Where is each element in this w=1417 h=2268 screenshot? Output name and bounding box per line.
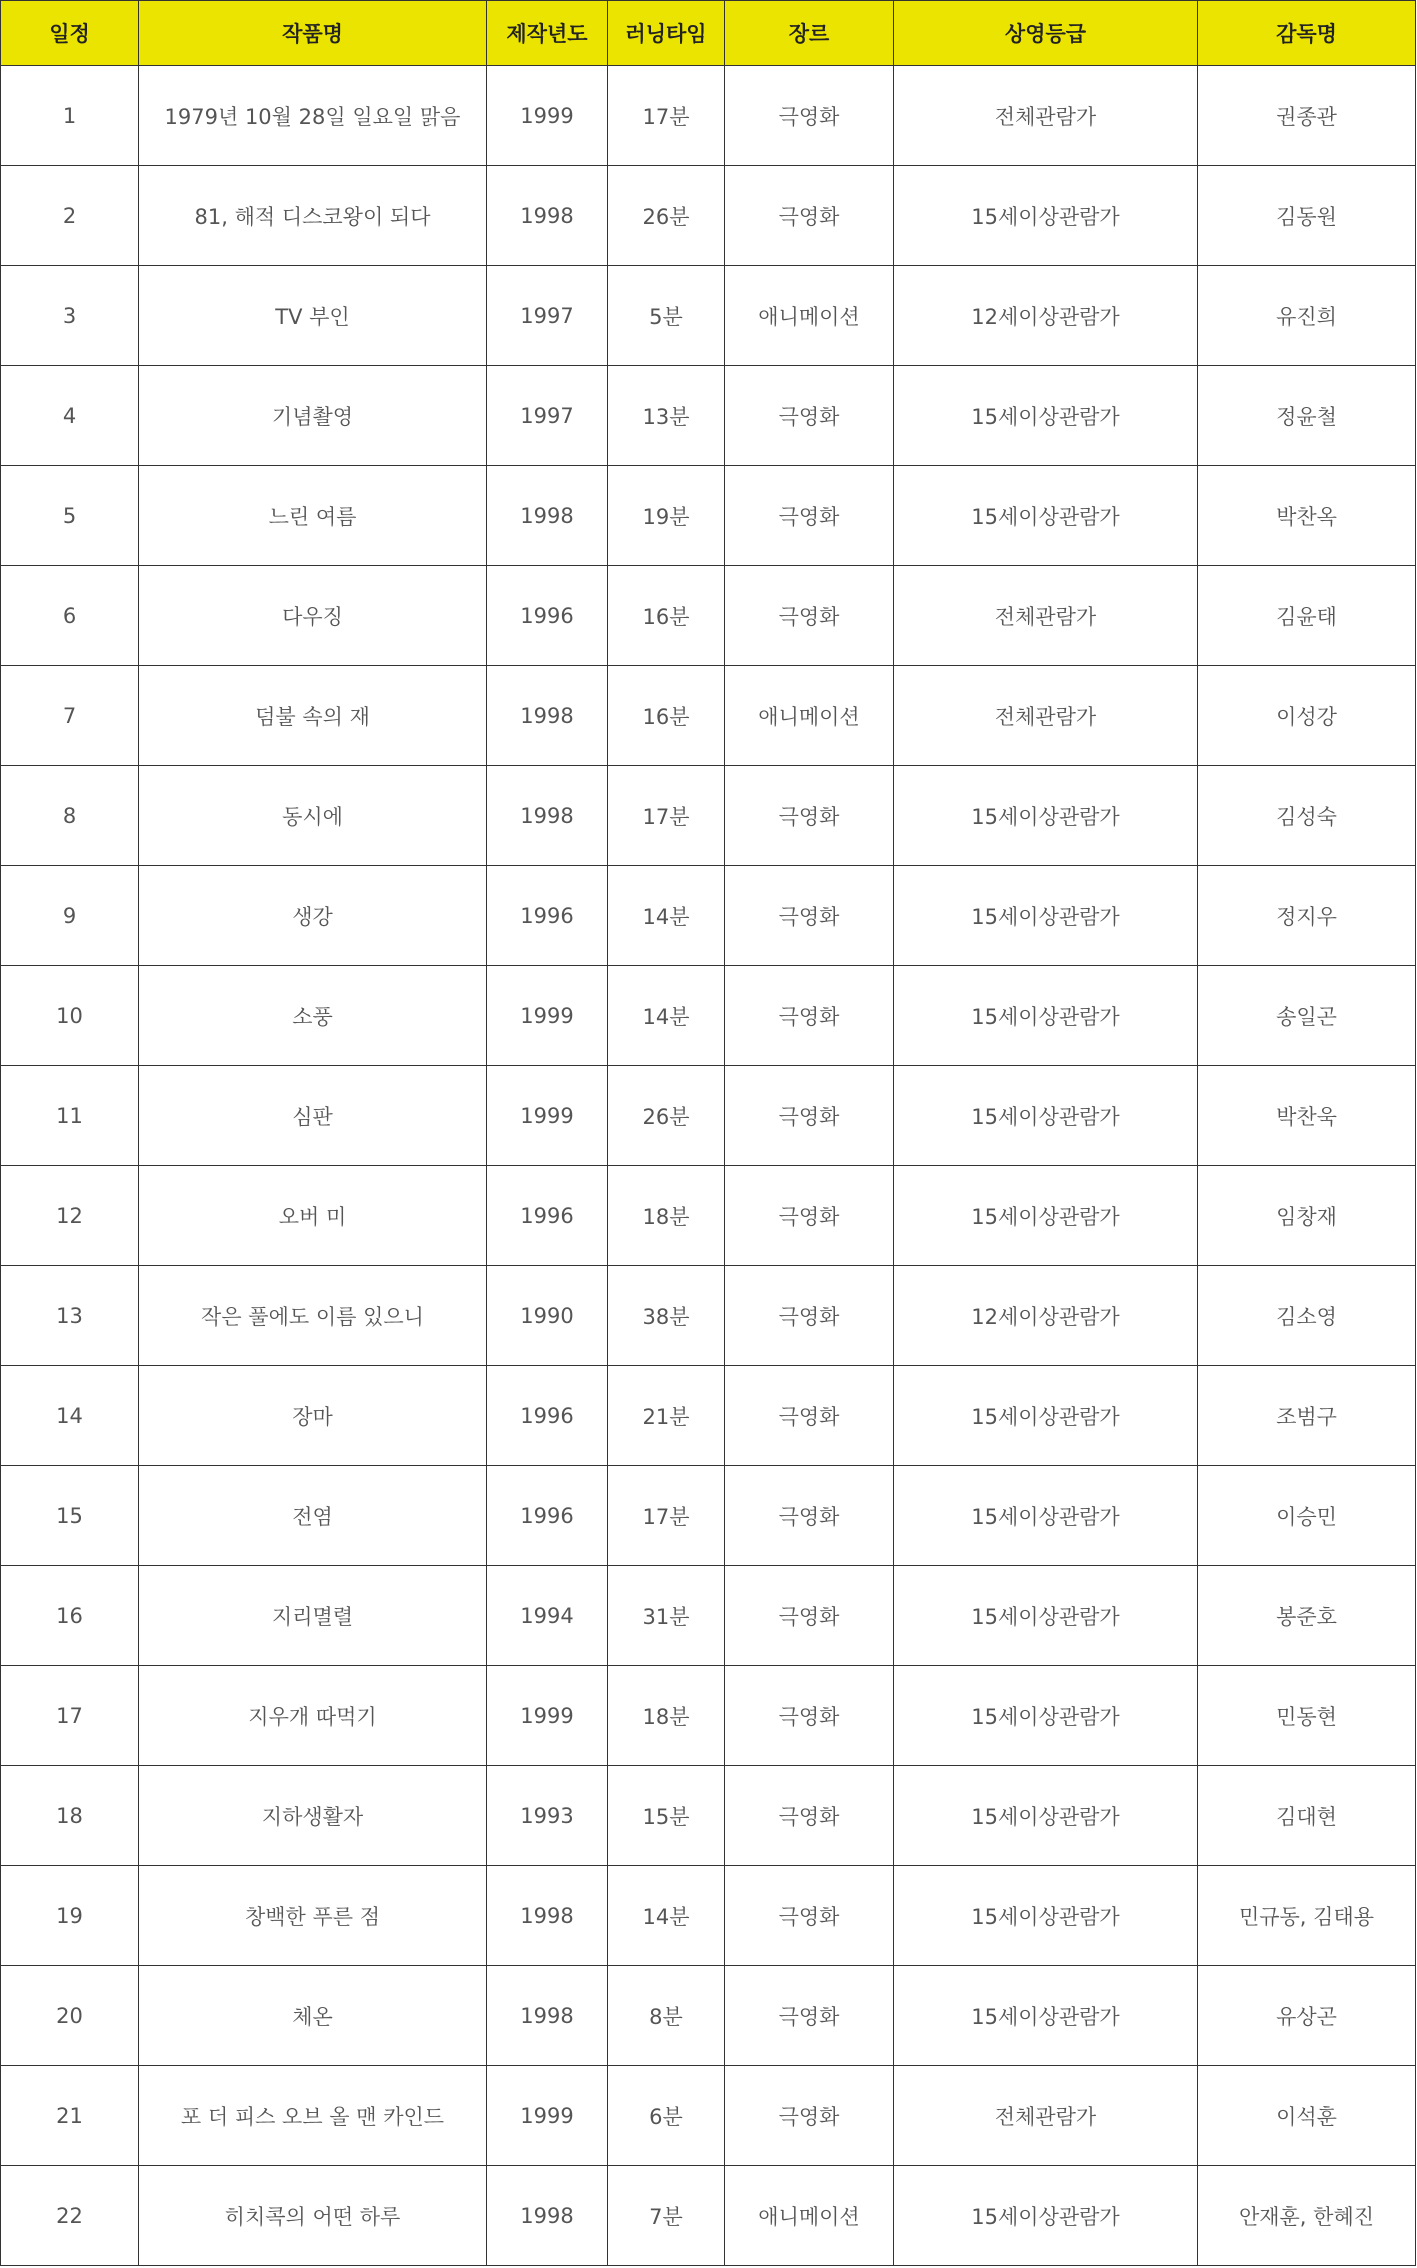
cell-title: 지하생활자: [139, 1766, 487, 1866]
cell-runtime: 38분: [608, 1266, 725, 1366]
table-row: [1, 866, 1416, 966]
table-row: [1, 2066, 1416, 2166]
table-row: [1, 366, 1416, 466]
cell-title: 기념촬영: [139, 366, 487, 466]
header-genre: 장르: [725, 1, 894, 66]
table-header: [1, 1, 1416, 66]
cell-schedule: 9: [1, 866, 139, 966]
cell-genre: 극영화: [725, 1666, 894, 1766]
cell-rating: 15세이상관람가: [894, 866, 1198, 966]
table-row: [1, 566, 1416, 666]
header-director: 감독명: [1198, 1, 1416, 66]
cell-schedule: 13: [1, 1266, 139, 1366]
cell-year: 1998: [487, 466, 608, 566]
cell-director: 김성숙: [1198, 766, 1416, 866]
cell-director: 김소영: [1198, 1266, 1416, 1366]
cell-director: 김대현: [1198, 1766, 1416, 1866]
cell-title: TV 부인: [139, 266, 487, 366]
cell-runtime: 16분: [608, 566, 725, 666]
cell-genre: 극영화: [725, 66, 894, 166]
cell-schedule: 15: [1, 1466, 139, 1566]
cell-year: 1999: [487, 1066, 608, 1166]
cell-rating: 전체관람가: [894, 2066, 1198, 2166]
cell-genre: 극영화: [725, 1766, 894, 1866]
cell-schedule: 20: [1, 1966, 139, 2066]
cell-schedule: 18: [1, 1766, 139, 1866]
cell-year: 1999: [487, 966, 608, 1066]
cell-genre: 극영화: [725, 1166, 894, 1266]
cell-runtime: 26분: [608, 1066, 725, 1166]
table-row: [1, 1166, 1416, 1266]
cell-year: 1997: [487, 266, 608, 366]
table-row: [1, 1766, 1416, 1866]
table-row: [1, 1666, 1416, 1766]
cell-schedule: 11: [1, 1066, 139, 1166]
cell-year: 1996: [487, 866, 608, 966]
table-row: [1, 66, 1416, 166]
cell-year: 1997: [487, 366, 608, 466]
table-row: [1, 1966, 1416, 2066]
cell-schedule: 1: [1, 66, 139, 166]
cell-genre: 극영화: [725, 866, 894, 966]
table-row: [1, 1466, 1416, 1566]
cell-schedule: 8: [1, 766, 139, 866]
cell-year: 1998: [487, 766, 608, 866]
cell-director: 이석훈: [1198, 2066, 1416, 2166]
cell-runtime: 14분: [608, 866, 725, 966]
cell-genre: 극영화: [725, 1466, 894, 1566]
table-row: [1, 266, 1416, 366]
table-row: [1, 1266, 1416, 1366]
cell-director: 권종관: [1198, 66, 1416, 166]
cell-genre: 극영화: [725, 566, 894, 666]
cell-rating: 15세이상관람가: [894, 1966, 1198, 2066]
cell-runtime: 17분: [608, 766, 725, 866]
cell-runtime: 19분: [608, 466, 725, 566]
cell-rating: 15세이상관람가: [894, 1866, 1198, 1966]
table-row: [1, 466, 1416, 566]
cell-schedule: 4: [1, 366, 139, 466]
cell-runtime: 5분: [608, 266, 725, 366]
cell-director: 민동현: [1198, 1666, 1416, 1766]
cell-rating: 15세이상관람가: [894, 366, 1198, 466]
cell-director: 김윤태: [1198, 566, 1416, 666]
cell-runtime: 18분: [608, 1166, 725, 1266]
cell-director: 안재훈, 한혜진: [1198, 2166, 1416, 2266]
cell-schedule: 21: [1, 2066, 139, 2166]
cell-title: 심판: [139, 1066, 487, 1166]
cell-rating: 15세이상관람가: [894, 1766, 1198, 1866]
cell-runtime: 17분: [608, 66, 725, 166]
cell-genre: 극영화: [725, 466, 894, 566]
cell-rating: 전체관람가: [894, 666, 1198, 766]
table-row: [1, 2166, 1416, 2266]
cell-director: 김동원: [1198, 166, 1416, 266]
cell-rating: 15세이상관람가: [894, 1366, 1198, 1466]
cell-genre: 극영화: [725, 1066, 894, 1166]
cell-title: 소풍: [139, 966, 487, 1066]
cell-schedule: 16: [1, 1566, 139, 1666]
cell-rating: 전체관람가: [894, 566, 1198, 666]
cell-title: 체온: [139, 1966, 487, 2066]
cell-title: 히치콕의 어떤 하루: [139, 2166, 487, 2266]
cell-genre: 극영화: [725, 1366, 894, 1466]
cell-title: 1979년 10월 28일 일요일 맑음: [139, 66, 487, 166]
cell-year: 1999: [487, 1666, 608, 1766]
table-body: [1, 66, 1416, 2266]
cell-year: 1996: [487, 1366, 608, 1466]
cell-schedule: 14: [1, 1366, 139, 1466]
cell-runtime: 18분: [608, 1666, 725, 1766]
cell-year: 1996: [487, 1466, 608, 1566]
header-schedule: 일정: [1, 1, 139, 66]
cell-rating: 12세이상관람가: [894, 1266, 1198, 1366]
cell-director: 송일곤: [1198, 966, 1416, 1066]
cell-director: 민규동, 김태용: [1198, 1866, 1416, 1966]
cell-rating: 15세이상관람가: [894, 1666, 1198, 1766]
cell-director: 정윤철: [1198, 366, 1416, 466]
cell-year: 1996: [487, 1166, 608, 1266]
cell-runtime: 14분: [608, 1866, 725, 1966]
cell-director: 박찬옥: [1198, 466, 1416, 566]
cell-schedule: 12: [1, 1166, 139, 1266]
header-row: [1, 1, 1416, 66]
cell-genre: 극영화: [725, 166, 894, 266]
cell-rating: 15세이상관람가: [894, 966, 1198, 1066]
cell-genre: 극영화: [725, 366, 894, 466]
cell-rating: 15세이상관람가: [894, 1066, 1198, 1166]
table-row: [1, 966, 1416, 1066]
table-row: [1, 166, 1416, 266]
cell-rating: 15세이상관람가: [894, 466, 1198, 566]
cell-schedule: 3: [1, 266, 139, 366]
cell-schedule: 10: [1, 966, 139, 1066]
cell-title: 지리멸렬: [139, 1566, 487, 1666]
cell-genre: 극영화: [725, 1966, 894, 2066]
cell-year: 1998: [487, 2166, 608, 2266]
table-row: [1, 666, 1416, 766]
cell-rating: 15세이상관람가: [894, 2166, 1198, 2266]
cell-schedule: 17: [1, 1666, 139, 1766]
cell-runtime: 31분: [608, 1566, 725, 1666]
cell-genre: 극영화: [725, 1266, 894, 1366]
table-row: [1, 1366, 1416, 1466]
cell-rating: 15세이상관람가: [894, 1566, 1198, 1666]
cell-title: 전염: [139, 1466, 487, 1566]
cell-schedule: 22: [1, 2166, 139, 2266]
cell-genre: 극영화: [725, 966, 894, 1066]
cell-title: 지우개 따먹기: [139, 1666, 487, 1766]
cell-genre: 극영화: [725, 1866, 894, 1966]
cell-title: 포 더 피스 오브 올 맨 카인드: [139, 2066, 487, 2166]
cell-title: 생강: [139, 866, 487, 966]
cell-rating: 전체관람가: [894, 66, 1198, 166]
cell-director: 정지우: [1198, 866, 1416, 966]
cell-runtime: 6분: [608, 2066, 725, 2166]
cell-runtime: 17분: [608, 1466, 725, 1566]
cell-runtime: 16분: [608, 666, 725, 766]
cell-rating: 12세이상관람가: [894, 266, 1198, 366]
cell-title: 오버 미: [139, 1166, 487, 1266]
cell-schedule: 7: [1, 666, 139, 766]
cell-schedule: 6: [1, 566, 139, 666]
cell-rating: 15세이상관람가: [894, 766, 1198, 866]
cell-genre: 극영화: [725, 2066, 894, 2166]
cell-title: 느린 여름: [139, 466, 487, 566]
cell-runtime: 26분: [608, 166, 725, 266]
table-row: [1, 766, 1416, 866]
cell-year: 1998: [487, 666, 608, 766]
header-production-year: 제작년도: [487, 1, 608, 66]
cell-title: 장마: [139, 1366, 487, 1466]
cell-year: 1990: [487, 1266, 608, 1366]
cell-rating: 15세이상관람가: [894, 1166, 1198, 1266]
cell-schedule: 2: [1, 166, 139, 266]
cell-title: 창백한 푸른 점: [139, 1866, 487, 1966]
cell-rating: 15세이상관람가: [894, 1466, 1198, 1566]
cell-schedule: 5: [1, 466, 139, 566]
cell-runtime: 15분: [608, 1766, 725, 1866]
cell-rating: 15세이상관람가: [894, 166, 1198, 266]
cell-director: 박찬욱: [1198, 1066, 1416, 1166]
cell-genre: 극영화: [725, 766, 894, 866]
cell-title: 동시에: [139, 766, 487, 866]
cell-title: 다우징: [139, 566, 487, 666]
cell-runtime: 14분: [608, 966, 725, 1066]
cell-director: 조범구: [1198, 1366, 1416, 1466]
cell-genre: 애니메이션: [725, 266, 894, 366]
cell-year: 1996: [487, 566, 608, 666]
cell-title: 작은 풀에도 이름 있으니: [139, 1266, 487, 1366]
cell-runtime: 8분: [608, 1966, 725, 2066]
cell-schedule: 19: [1, 1866, 139, 1966]
cell-director: 임창재: [1198, 1166, 1416, 1266]
cell-genre: 애니메이션: [725, 2166, 894, 2266]
cell-director: 이성강: [1198, 666, 1416, 766]
cell-director: 유상곤: [1198, 1966, 1416, 2066]
cell-title: 81, 해적 디스코왕이 되다: [139, 166, 487, 266]
header-title: 작품명: [139, 1, 487, 66]
cell-director: 봉준호: [1198, 1566, 1416, 1666]
header-running-time: 러닝타임: [608, 1, 725, 66]
table-row: [1, 1566, 1416, 1666]
cell-genre: 애니메이션: [725, 666, 894, 766]
cell-year: 1998: [487, 166, 608, 266]
cell-year: 1999: [487, 2066, 608, 2166]
cell-director: 유진희: [1198, 266, 1416, 366]
cell-runtime: 21분: [608, 1366, 725, 1466]
cell-year: 1994: [487, 1566, 608, 1666]
cell-year: 1993: [487, 1766, 608, 1866]
table-row: [1, 1066, 1416, 1166]
header-rating: 상영등급: [894, 1, 1198, 66]
cell-runtime: 7분: [608, 2166, 725, 2266]
cell-director: 이승민: [1198, 1466, 1416, 1566]
cell-title: 덤불 속의 재: [139, 666, 487, 766]
cell-year: 1998: [487, 1966, 608, 2066]
cell-runtime: 13분: [608, 366, 725, 466]
cell-genre: 극영화: [725, 1566, 894, 1666]
cell-year: 1998: [487, 1866, 608, 1966]
table-row: [1, 1866, 1416, 1966]
cell-year: 1999: [487, 66, 608, 166]
